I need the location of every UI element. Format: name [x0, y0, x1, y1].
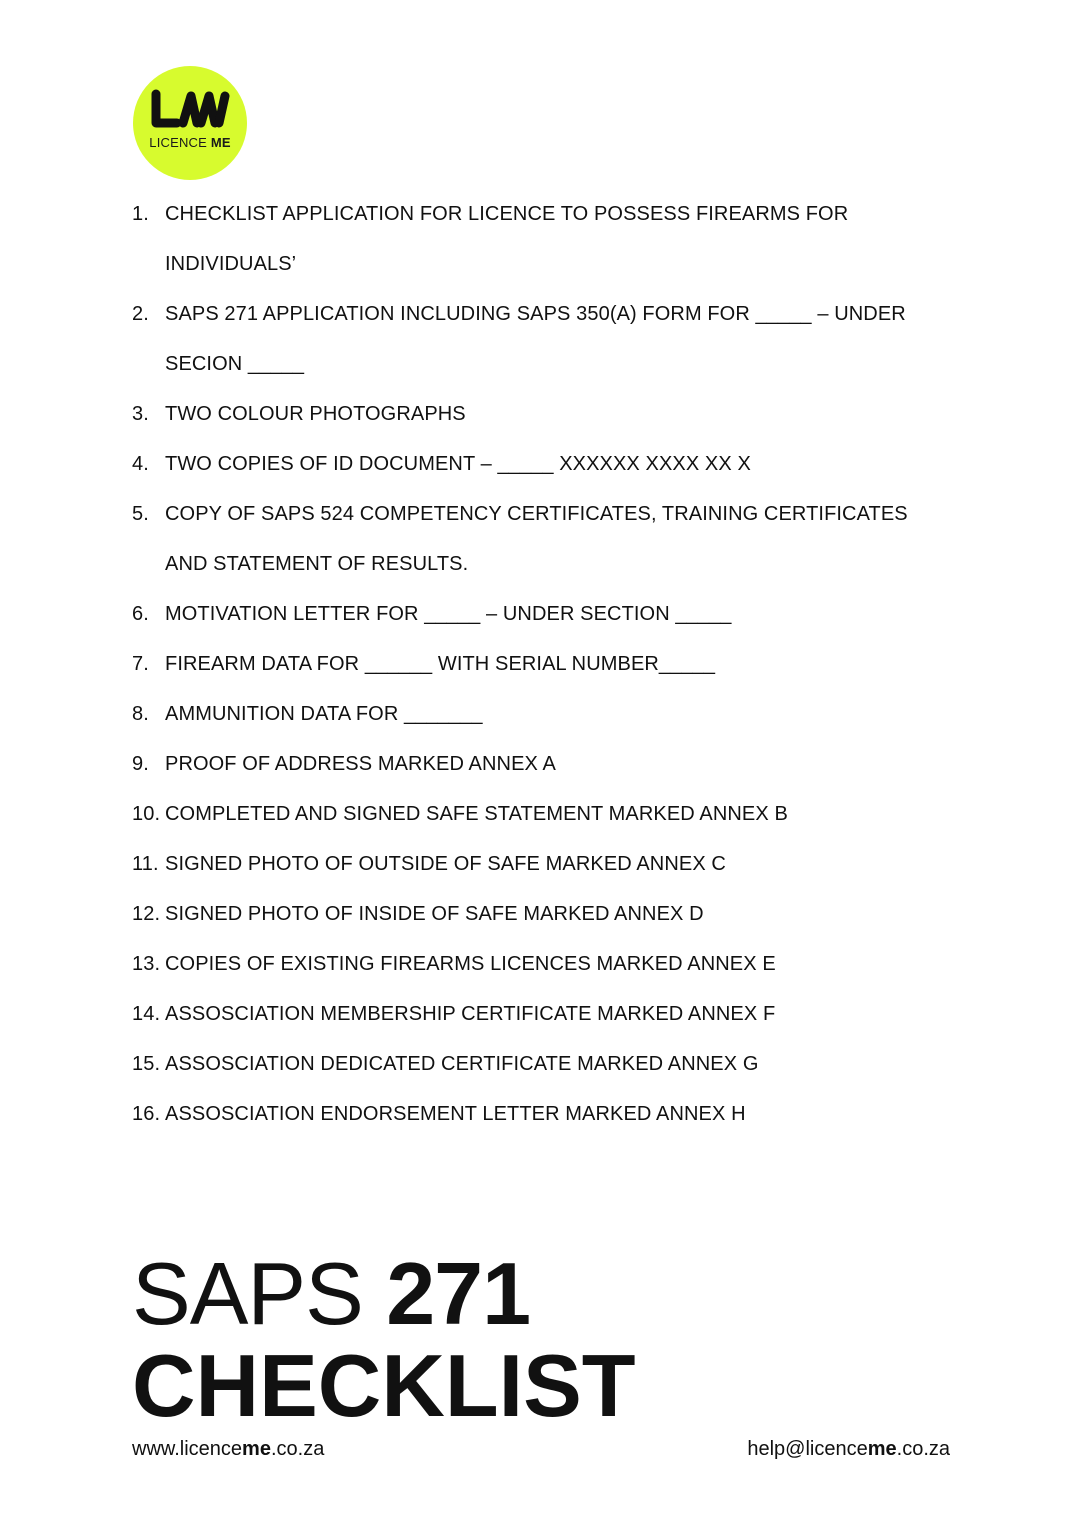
checklist-item-number: 11.: [132, 853, 159, 875]
checklist-item-number: 12.: [132, 903, 161, 925]
checklist-item: [132, 439, 952, 489]
checklist-item-number: 9.: [132, 753, 149, 775]
checklist-item-number: 10.: [132, 803, 161, 825]
checklist-item: [132, 939, 952, 989]
website-link[interactable]: www.licenceme.co.za: [132, 1438, 325, 1460]
checklist-item-number: 14.: [132, 1003, 161, 1025]
checklist-item: [132, 739, 952, 789]
title-line-2: CHECKLIST: [132, 1336, 636, 1435]
checklist-item: [132, 989, 952, 1039]
checklist-item-text: SIGNED PHOTO OF INSIDE OF SAFE MARKED ANNEX D: [165, 903, 704, 925]
checklist-item: [132, 289, 952, 389]
checklist-item-number: 3.: [132, 403, 149, 425]
logo-wordmark: LICENCE ME: [149, 135, 231, 150]
checklist-item-text: TWO COLOUR PHOTOGRAPHS: [165, 403, 466, 425]
checklist-item-text: FIREARM DATA FOR ______ WITH SERIAL NUMBER_____: [165, 653, 716, 675]
checklist-item-number: 1.: [132, 203, 149, 225]
checklist-item: [132, 639, 952, 689]
lm-monogram-icon: [147, 88, 233, 132]
checklist-item-text: PROOF OF ADDRESS MARKED ANNEX A: [165, 753, 556, 775]
checklist-item-text: AMMUNITION DATA FOR _______: [165, 703, 483, 725]
checklist-item-text: COMPLETED AND SIGNED SAFE STATEMENT MARKED ANNEX B: [165, 803, 788, 825]
checklist-item: [132, 839, 952, 889]
checklist-item-number: 13.: [132, 953, 161, 975]
checklist-item-text: ASSOSCIATION DEDICATED CERTIFICATE MARKED ANNEX G: [165, 1053, 759, 1075]
checklist-item: [132, 889, 952, 939]
checklist-item-number: 5.: [132, 503, 149, 525]
document-checklist: [132, 189, 952, 1139]
checklist-item-text: MOTIVATION LETTER FOR _____ – UNDER SECTION _____: [165, 603, 732, 625]
checklist-item-text: SAPS 271 APPLICATION INCLUDING SAPS 350(A) FORM FOR _____ – UNDER SECION _____: [165, 303, 906, 375]
checklist-item: [132, 189, 952, 289]
checklist-item: [132, 389, 952, 439]
checklist-item-number: 6.: [132, 603, 149, 625]
checklist-item-number: 4.: [132, 453, 149, 475]
checklist-item: [132, 1039, 952, 1089]
checklist-item-text: ASSOSCIATION ENDORSEMENT LETTER MARKED ANNEX H: [165, 1103, 746, 1125]
checklist-item-text: CHECKLIST APPLICATION FOR LICENCE TO POSSESS FIREARMS FOR INDIVIDUALS’: [165, 203, 849, 275]
checklist-item-text: COPIES OF EXISTING FIREARMS LICENCES MARKED ANNEX E: [165, 953, 776, 975]
email-link[interactable]: help@licenceme.co.za: [747, 1438, 950, 1460]
title-line-1: SAPS 271: [132, 1244, 531, 1343]
checklist-item-number: 16.: [132, 1103, 161, 1125]
checklist-item: [132, 589, 952, 639]
checklist-item: [132, 1089, 952, 1139]
checklist-item-number: 8.: [132, 703, 149, 725]
checklist-item-text: ASSOSCIATION MEMBERSHIP CERTIFICATE MARKED ANNEX F: [165, 1003, 776, 1025]
checklist-item: [132, 789, 952, 839]
page-title: [132, 1244, 636, 1435]
checklist-item-number: 2.: [132, 303, 149, 325]
licence-me-logo: [133, 66, 247, 180]
checklist-item-text: SIGNED PHOTO OF OUTSIDE OF SAFE MARKED ANNEX C: [165, 853, 726, 875]
checklist-item-text: COPY OF SAPS 524 COMPETENCY CERTIFICATES, TRAINING CERTIFICATES AND STATEMENT OF RESULTS.: [165, 503, 908, 575]
checklist-item: [132, 689, 952, 739]
checklist-item-number: 15.: [132, 1053, 161, 1075]
checklist-item: [132, 489, 952, 589]
checklist-item-number: 7.: [132, 653, 149, 675]
checklist-item-text: TWO COPIES OF ID DOCUMENT – _____ XXXXXX XXXX XX X: [165, 453, 751, 475]
